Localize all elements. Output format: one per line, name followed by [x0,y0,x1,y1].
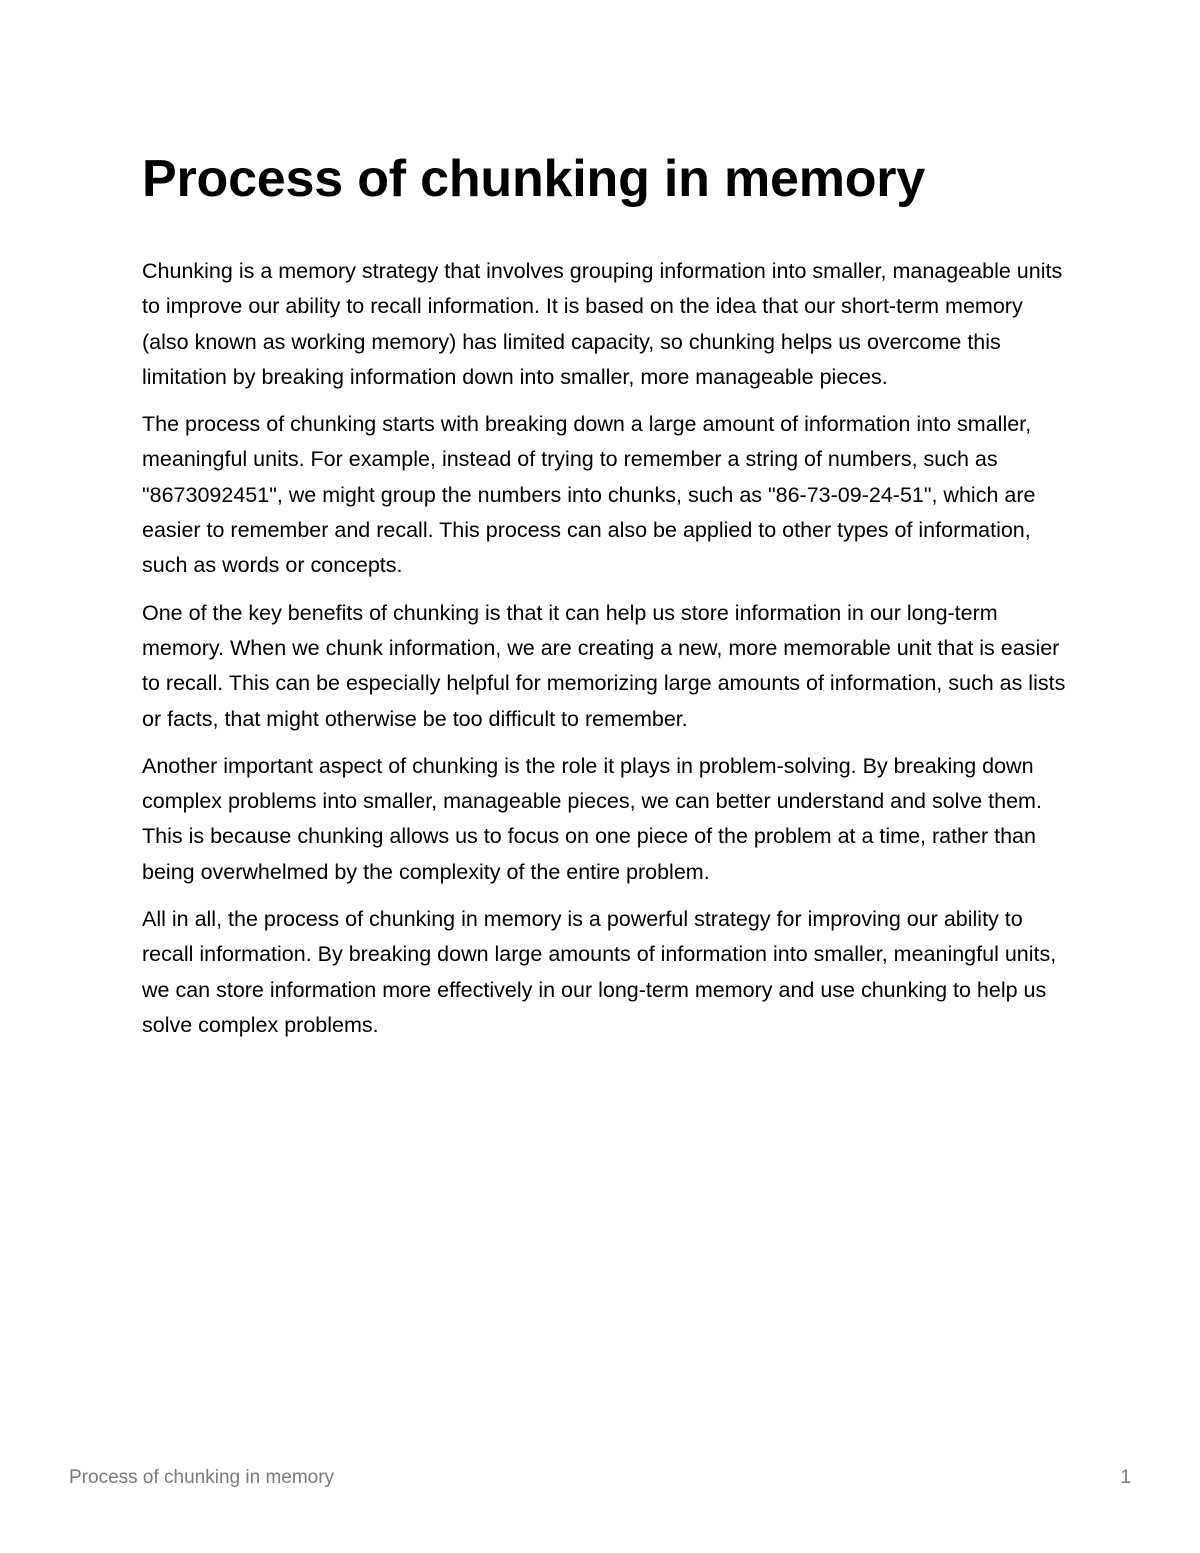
paragraph-benefits: One of the key benefits of chunking is that it can help us store information in our long-term memory. When we chunk information, we are creating a new, more memorable unit that is easier to recall. This can be especially helpful for memorizing large amounts of information, such as lists or facts, that might otherwise be too difficult to remember. [142,600,1066,731]
document-title: Process of chunking in memory [142,150,926,208]
paragraph-intro: Chunking is a memory strategy that involves grouping information into smaller, manageable units to improve our ability to recall information. It is based on the idea that our short-term memory (also known as working memory) has limited capacity, so chunking helps us overcome this limitation by breaking information down into smaller, more manageable pieces. [142,259,1063,389]
paragraph-process: The process of chunking starts with breaking down a large amount of information into smaller, meaningful units. For example, instead of trying to remember a string of numbers, such as "8673092451", we might group the numbers into chunks, such as "86-73-09-24-51", which are easier to remember and recall. This process can also be applied to other types of information, such as words or concepts. [142,412,1036,578]
paragraph-problem-solving: Another important aspect of chunking is the role it plays in problem-solving. By breaking down complex problems into smaller, manageable pieces, we can better understand and solve them. This is because chunking allows us to focus on one piece of the problem at a time, rather than being overwhelmed by the complexity of the entire problem. [142,753,1042,884]
paragraph-conclusion: All in all, the process of chunking in memory is a powerful strategy for improving our ability to recall information. By breaking down large amounts of information into smaller, meaningful units, we can store information more effectively in our long-term memory and use chunking to help us solve complex problems. [142,907,1057,1037]
page-number: 1 [1120,1467,1131,1488]
page-footer [69,1464,1131,1492]
footer-title: Process of chunking in memory [69,1467,335,1488]
document-content [142,146,1072,1055]
document-body [142,254,1072,1043]
